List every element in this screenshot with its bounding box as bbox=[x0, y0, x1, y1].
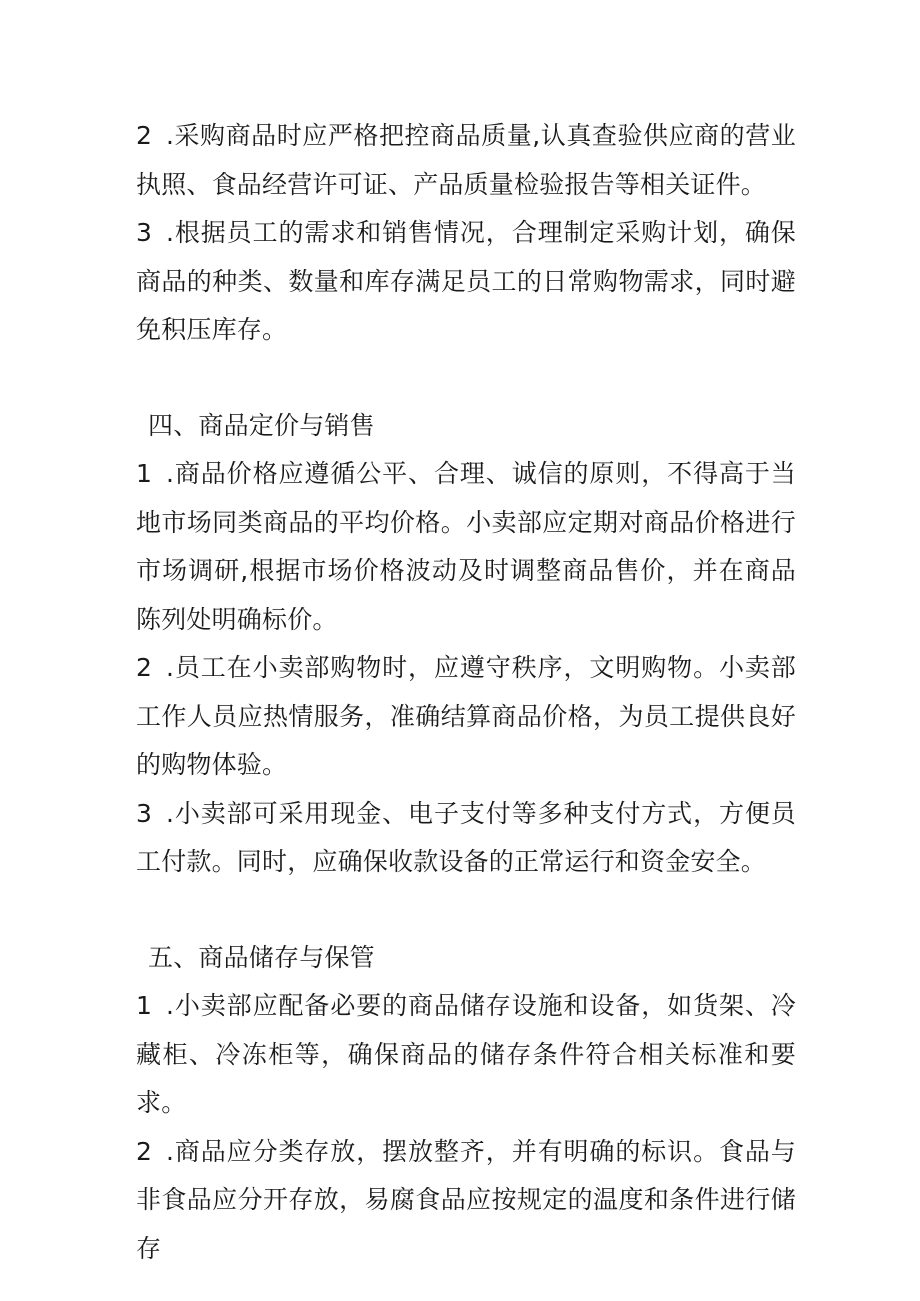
item-number: 2 bbox=[136, 653, 153, 682]
item-text: .商品价格应遵循公平、合理、诚信的原则，不得高于当地市场同类商品的平均价格。小卖部应定期对商品价格进行市场调研,根据市场价格波动及时调整商品售价，并在商品陈列处明确标价。 bbox=[136, 459, 796, 634]
list-item bbox=[136, 1128, 796, 1274]
item-text: .根据员工的需求和销售情况，合理制定采购计划，确保商品的种类、数量和库存满足员工的日常购物需求，同时避免积压库存。 bbox=[136, 218, 796, 344]
item-number: 3 bbox=[136, 218, 153, 247]
item-number: 1 bbox=[136, 459, 153, 488]
list-item bbox=[136, 112, 796, 209]
list-item bbox=[136, 790, 796, 887]
item-number: 3 bbox=[136, 798, 153, 828]
list-item bbox=[136, 450, 796, 644]
item-text: .小卖部可采用现金、电子支付等多种支付方式，方便员工付款。同时，应确保收款设备的正常运行和资金安全。 bbox=[136, 798, 796, 876]
list-item bbox=[136, 982, 796, 1128]
section-gap bbox=[136, 887, 796, 934]
item-text: .员工在小卖部购物时，应遵守秩序，文明购物。小卖部工作人员应热情服务，准确结算商品价格，为员工提供良好的购物体验。 bbox=[136, 653, 796, 779]
item-text: .商品应分类存放，摆放整齐，并有明确的标识。食品与非食品应分开存放，易腐食品应按规定的温度和条件进行储存 bbox=[136, 1136, 796, 1263]
list-item bbox=[136, 209, 796, 355]
item-number: 1 bbox=[136, 991, 153, 1020]
item-number: 2 bbox=[136, 1136, 153, 1166]
section-heading: 四、商品定价与销售 bbox=[148, 410, 375, 440]
document-body bbox=[136, 112, 796, 1273]
item-text: .采购商品时应严格把控商品质量,认真查验供应商的营业执照、食品经营许可证、产品质量检验报告等相关证件。 bbox=[136, 121, 796, 199]
item-number: 2 bbox=[136, 121, 153, 150]
list-item bbox=[136, 644, 796, 790]
section-gap bbox=[136, 355, 796, 402]
item-text: .小卖部应配备必要的商品储存设施和设备，如货架、冷藏柜、冷冻柜等，确保商品的储存条件符合相关标准和要求。 bbox=[136, 991, 796, 1117]
section-heading: 五、商品储存与保管 bbox=[148, 942, 375, 972]
